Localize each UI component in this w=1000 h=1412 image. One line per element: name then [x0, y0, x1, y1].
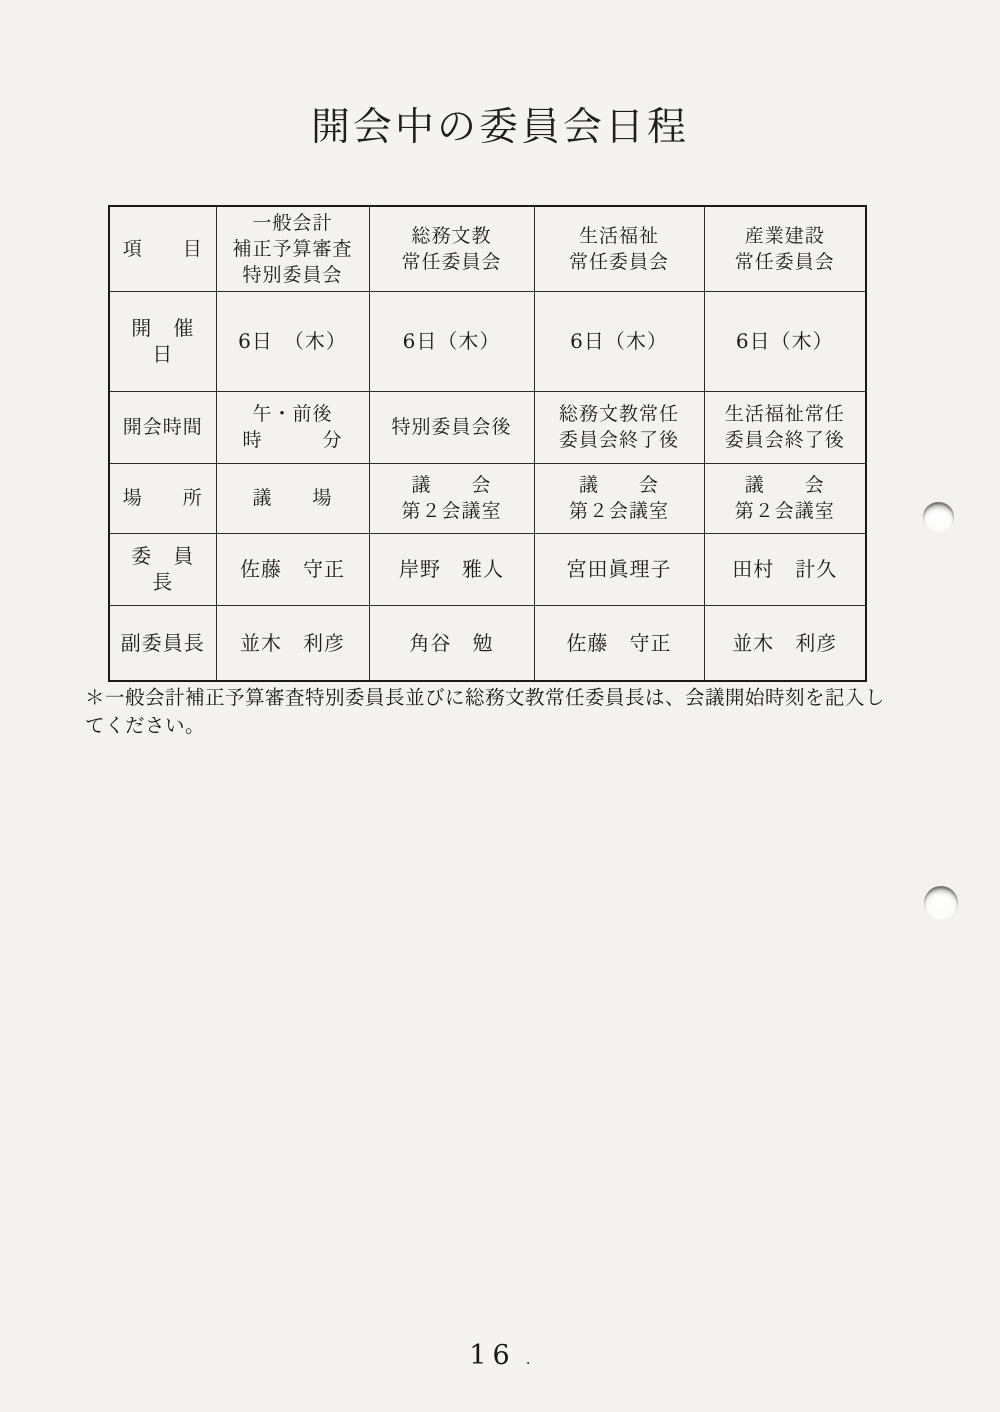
date-cell: 6日 （木） — [216, 291, 369, 391]
place-cell: 議 会 第２会議室 — [534, 463, 704, 533]
time-cell: 午・前後 時 分 — [216, 391, 369, 463]
time-cell: 総務文教常任 委員会終了後 — [534, 391, 704, 463]
table-row-place — [109, 463, 866, 533]
header-special-budget-committee: 一般会計 補正予算審査 特別委員会 — [216, 206, 369, 291]
header-welfare-committee: 生活福祉 常任委員会 — [534, 206, 704, 291]
date-cell: 6日（木） — [704, 291, 866, 391]
time-cell: 特別委員会後 — [369, 391, 534, 463]
place-cell: 議 会 第２会議室 — [369, 463, 534, 533]
chairperson-cell: 岸野 雅人 — [369, 533, 534, 605]
vice-chairperson-cell: 並木 利彦 — [704, 605, 866, 681]
place-cell: 議 会 第２会議室 — [704, 463, 866, 533]
place-cell: 議 場 — [216, 463, 369, 533]
chairperson-cell: 田村 計久 — [704, 533, 866, 605]
header-general-affairs-committee: 総務文教 常任委員会 — [369, 206, 534, 291]
row-label-time: 開会時間 — [109, 391, 216, 463]
chairperson-cell: 宮田眞理子 — [534, 533, 704, 605]
chairperson-cell: 佐藤 守正 — [216, 533, 369, 605]
header-industry-committee: 産業建設 常任委員会 — [704, 206, 866, 291]
table-row-chairperson — [109, 533, 866, 605]
table-row-time — [109, 391, 866, 463]
punch-hole-top — [923, 502, 954, 532]
table-row-vice-chairperson — [109, 605, 866, 681]
vice-chairperson-cell: 並木 利彦 — [216, 605, 369, 681]
punch-hole-bottom — [924, 886, 958, 920]
table-row-date — [109, 291, 866, 391]
time-cell: 生活福祉常任 委員会終了後 — [704, 391, 866, 463]
footnote: ＊一般会計補正予算審査特別委員長並びに総務文教常任委員長は、会議開始時刻を記入し てください。 — [85, 686, 886, 737]
header-item-label: 項 目 — [109, 206, 216, 291]
committee-schedule-table — [108, 205, 867, 682]
date-cell: 6日（木） — [534, 291, 704, 391]
row-label-chairperson: 委 員 長 — [109, 533, 216, 605]
vice-chairperson-cell: 佐藤 守正 — [534, 605, 704, 681]
row-label-place: 場 所 — [109, 463, 216, 533]
row-label-date: 開 催 日 — [109, 291, 216, 391]
row-label-vice-chairperson: 副委員長 — [109, 605, 216, 681]
page-number-value: 16 — [469, 1340, 516, 1371]
table-header-row — [109, 206, 866, 291]
date-cell: 6日（木） — [369, 291, 534, 391]
vice-chairperson-cell: 角谷 勉 — [369, 605, 534, 681]
page-number — [0, 1340, 1000, 1371]
page-title: 開会中の委員会日程 — [310, 105, 689, 150]
stray-period-mark: . — [525, 1349, 531, 1368]
